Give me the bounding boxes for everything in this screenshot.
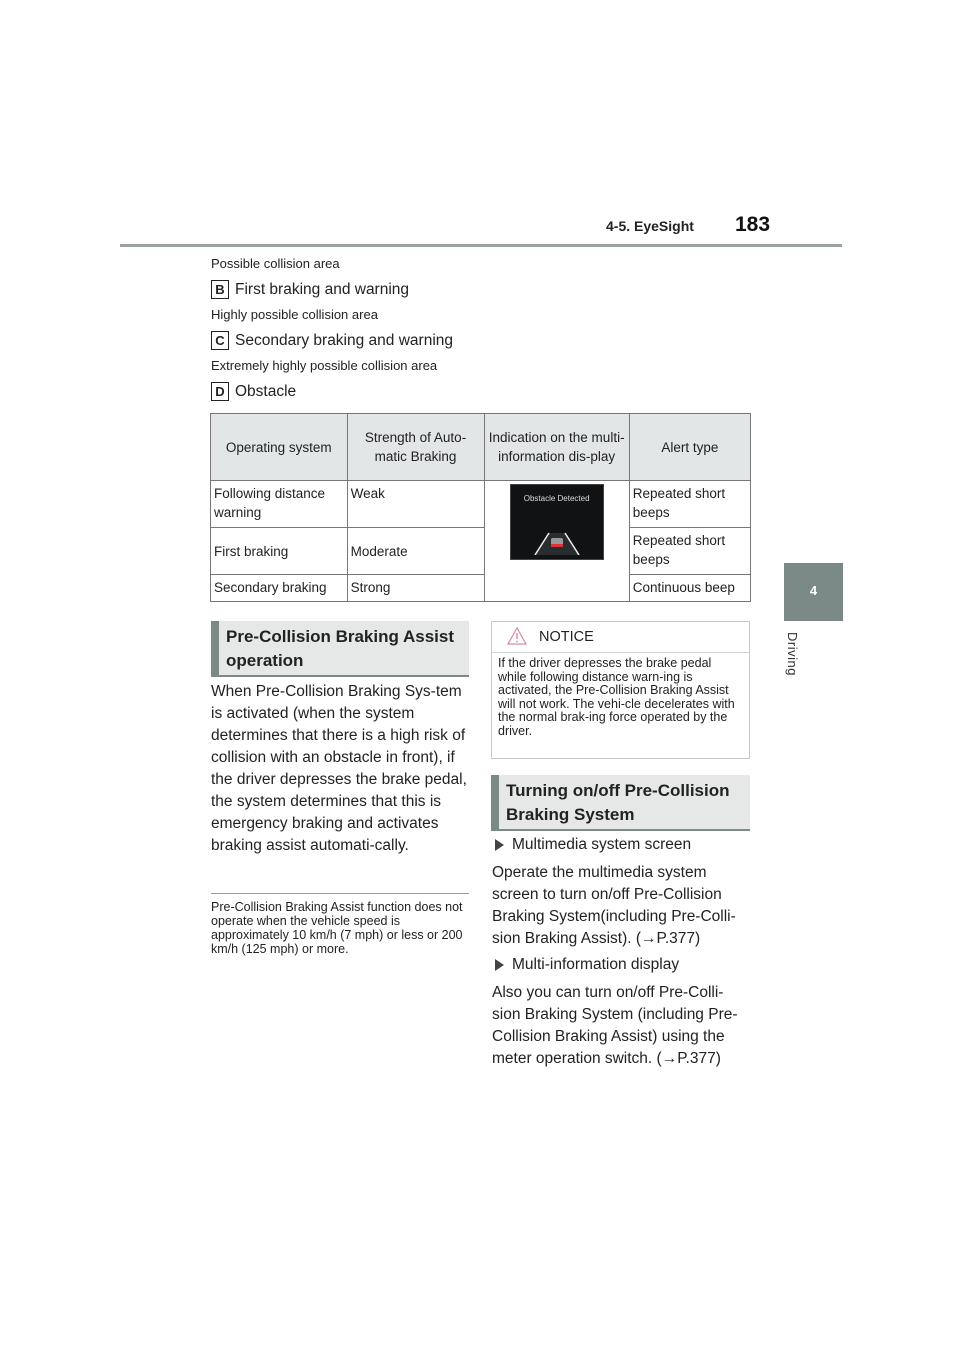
label-c-badge: C bbox=[211, 331, 229, 350]
table-cell: Strong bbox=[347, 575, 484, 602]
warning-triangle-icon bbox=[507, 627, 527, 645]
legend-item-b bbox=[211, 280, 409, 299]
legend-item-d bbox=[211, 382, 296, 401]
multimedia-body: Operate the multimedia system screen to turn on/off Pre-Collision Braking System(including Pre-Colli-sion Braking Assist). (→P.377) bbox=[492, 864, 736, 947]
column-header: Alert type bbox=[629, 414, 750, 481]
pcba-body: When Pre-Collision Braking Sys-tem is activated (when the system determines that there is a high risk of collision with an obstacle in front), if the driver depresses the brake pedal, the system determines that this is emergency braking and activates braking assist automati-cally. bbox=[211, 683, 467, 854]
table-cell: Repeated short beeps bbox=[629, 528, 750, 575]
column-header: Strength of Auto-matic Braking bbox=[347, 414, 484, 481]
table-cell: First braking bbox=[211, 528, 348, 575]
legend-item-sub: Highly possible collision area bbox=[211, 307, 378, 322]
chapter-number: 4 bbox=[809, 583, 818, 598]
legend-item-sub: Extremely highly possible collision area bbox=[211, 358, 438, 373]
table-row bbox=[211, 481, 751, 528]
header-divider bbox=[120, 244, 842, 247]
table-row bbox=[211, 528, 751, 575]
multimedia-item bbox=[491, 836, 691, 854]
notice-title: NOTICE bbox=[539, 629, 594, 645]
pcba-heading: Pre-Collision Braking Assist operation bbox=[211, 621, 469, 677]
page-number: 183 bbox=[735, 213, 771, 236]
note-divider bbox=[211, 893, 469, 894]
item-title: Multimedia system screen bbox=[512, 836, 692, 853]
legend-item-title: Obstacle bbox=[235, 382, 297, 400]
column-header: Indication on the multi-information dis-play bbox=[484, 414, 629, 481]
table-cell: Moderate bbox=[347, 528, 484, 575]
arrow-bullet-icon bbox=[495, 959, 504, 971]
table-cell: Weak bbox=[347, 481, 484, 528]
label-b-badge: B bbox=[211, 280, 229, 299]
legend-item-title: First braking and warning bbox=[235, 280, 410, 298]
legend-item-title: Secondary braking and warning bbox=[235, 331, 453, 349]
section-title: 4-5. EyeSight bbox=[606, 218, 694, 234]
table-row bbox=[211, 575, 751, 602]
mid-item bbox=[491, 956, 679, 974]
notice-box bbox=[491, 621, 750, 759]
obstacle-detected-display bbox=[510, 484, 604, 560]
pcba-note: Pre-Collision Braking Assist function does not operate when the vehicle speed is approximately 10 km/h (7 mph) or less or 200 km/h (125 mph) or more. bbox=[211, 900, 463, 956]
arrow-bullet-icon bbox=[495, 839, 504, 851]
vehicle-road-icon bbox=[525, 529, 589, 555]
toggle-heading: Turning on/off Pre-Collision Braking System bbox=[491, 775, 750, 831]
notice-body: If the driver depresses the brake pedal while following distance warn-ing is activated, the Pre-Collision Braking Assist will not work. The vehi-cle decelerates with the normal brak-ing force operated by the driver. bbox=[498, 656, 735, 738]
table-cell: Repeated short beeps bbox=[629, 481, 750, 528]
notice-header bbox=[492, 622, 749, 653]
table-cell: Continuous beep bbox=[629, 575, 750, 602]
table-cell: Secondary braking bbox=[211, 575, 348, 602]
legend-item-c bbox=[211, 331, 453, 350]
chapter-label: Driving bbox=[785, 632, 800, 676]
label-d-badge: D bbox=[211, 382, 229, 401]
item-title: Multi-information display bbox=[512, 956, 680, 973]
braking-table bbox=[210, 413, 751, 602]
table-cell: Following distance warning bbox=[211, 481, 348, 528]
table-header-row bbox=[211, 414, 751, 481]
mid-body: Also you can turn on/off Pre-Colli-sion Braking System (including Pre-Collision Braking Assist) using the meter operation switch. (→P.377) bbox=[492, 984, 738, 1067]
display-text: Obstacle Detected bbox=[523, 494, 590, 503]
column-header: Operating system bbox=[211, 414, 348, 481]
display-cell bbox=[484, 481, 629, 602]
legend-intro: Possible collision area bbox=[211, 256, 340, 271]
